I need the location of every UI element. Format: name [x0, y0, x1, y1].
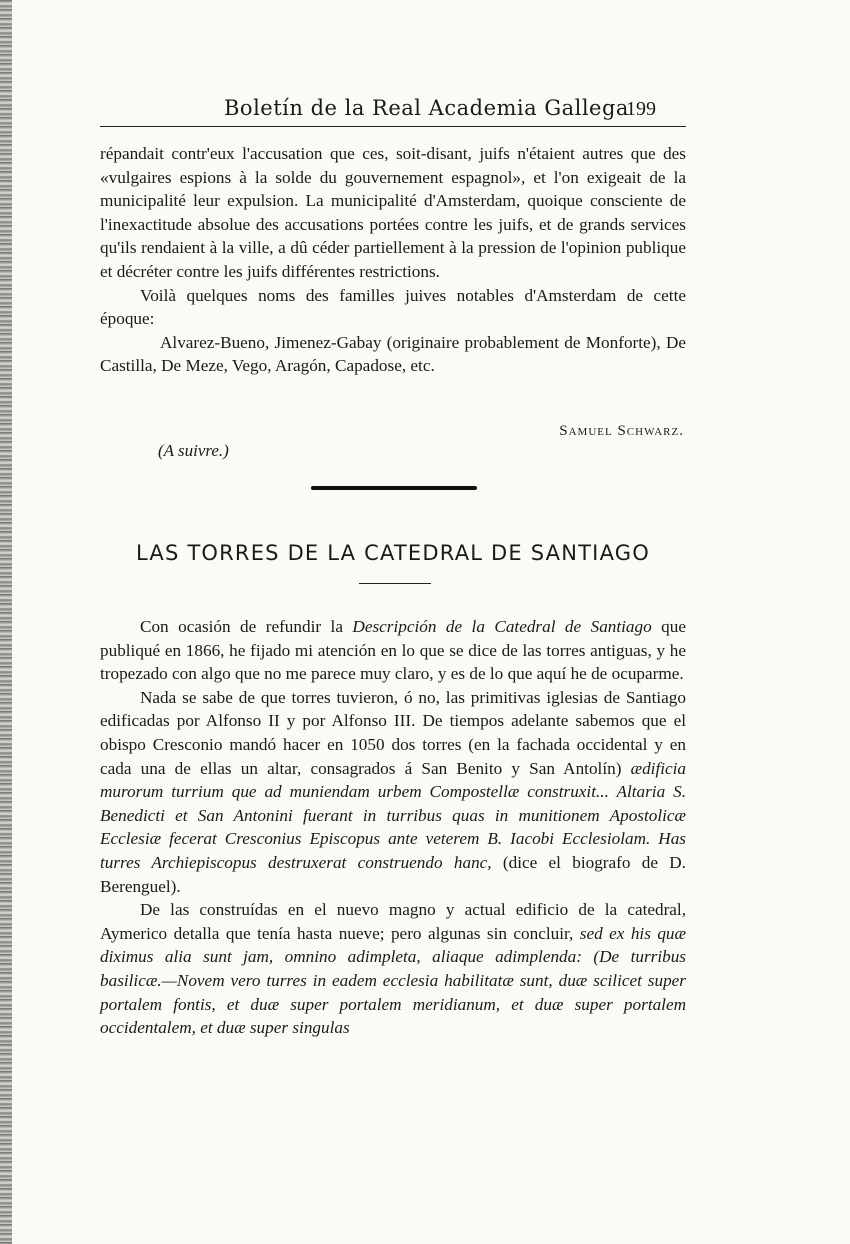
paragraph-accusation: répandait contr'eux l'accusation que ces, soit-disant, juifs n'étaient autres que des «vulgaires espions à la solde du gouvernement espagnol», et l'on exigeait de la municipalité leur expulsion. La municipalité d'Amsterdam, quoique consciente de l'inexactitude absolue des accusations portées contre les juifs, et de grands services qu'ils rendaient à la ville, a dû céder partiellement à la pression de l'opinion publique et décréter contre les juifs différentes restrictions. [100, 144, 686, 281]
intro-text-start: Con ocasión de refundir la [140, 617, 353, 636]
early-towers-text: Nada se sabe de que torres tuvieron, ó no, las primitivas iglesias de Santiago edificadas por Alfonso II y por Alfonso III. De tiempos adelante sabemos que el obispo Cresconio mandó hacer en 1050 dos torres (en la fachada occidental y en cada una de ellas un altar, consagrados á San Benito y San Antolín) [100, 687, 686, 778]
paragraph-early-towers [100, 686, 686, 898]
article-title: LAS TORRES DE LA CATEDRAL DE SANTIAGO [136, 541, 650, 565]
continuation-note: (A suivre.) [158, 441, 229, 460]
title-underline [359, 583, 431, 584]
page-number: 199 [626, 98, 656, 120]
paragraph-aymerico [100, 898, 686, 1040]
section-divider [311, 486, 477, 490]
journal-title: Boletín de la Real Academia Gallega [224, 96, 629, 120]
article-one-body [100, 142, 686, 378]
book-title: Descripción de la Catedral de Santiago [352, 617, 652, 636]
latin-quote-cresconio: ædificia murorum turrium que ad muniendam urbem Compostellæ construxit... Altaria S. Benedicti et San Antonini fuerant in turribus quas in munitionem Apostolicæ Ecclesiæ fecerat Cresconius Episcopus ante veterem B. Iacobi Ecclesiolam. Has turres Archiepiscopus destruxerat construendo hanc, [100, 758, 686, 872]
author-signature: Samuel Schwarz. [559, 423, 684, 439]
intro-text-end: que publiqué en 1866, he fijado mi atención en lo que se dice de las torres antiguas, y he tropezado con algo que no me parece muy claro, y es de lo que aquí he de ocuparme. [100, 617, 686, 684]
latin-quote-aymerico: sed ex his quæ diximus alia sunt jam, omnino adimpleta, aliaque adimplenda: (De turribus basilicæ.—Novem vero turres in eadem ecclesia habilitatæ sunt, duæ scilicet super portalem fontis, et duæ super portalem meridianum, et duæ super portalem occidentalem, et duæ super singulas [100, 923, 686, 1038]
paragraph-family-names: Alvarez-Bueno, Jimenez-Gabay (originaire probablement de Monforte), De Castilla, De Meze, Vego, Aragón, Capadose, etc. [100, 332, 686, 376]
running-header [100, 94, 686, 127]
article-two-body [100, 615, 686, 1040]
aymerico-text: De las construídas en el nuevo magno y actual edificio de la catedral, Aymerico detalla que tenía hasta nueve; pero algunas sin concluir, [100, 900, 686, 943]
paragraph-family-intro: Voilà quelques noms des familles juives notables d'Amsterdam de cette époque: [100, 285, 686, 329]
scanned-binding-edge [0, 0, 12, 1244]
early-towers-citation: (dice el biografo de D. Berenguel). [100, 852, 686, 896]
paragraph-introduction [100, 615, 686, 686]
